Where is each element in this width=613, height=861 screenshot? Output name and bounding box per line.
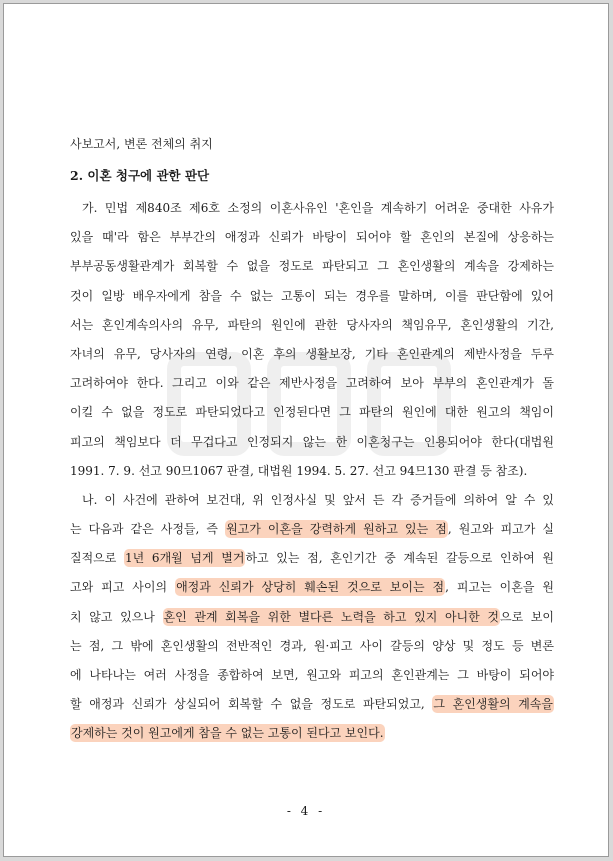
paragraph-line: 는 점, 그 밖에 혼인생활의 전반적인 경과, 원·피고 사이 갈등의 양상 및 정도 등 변론 (70, 638, 554, 653)
text-run: 하고 있는 점, 혼인기간 중 계속된 갈등으로 인하여 원 (245, 551, 554, 566)
text-run: 치 않고 있으나 (70, 609, 163, 624)
paragraph-ga (70, 194, 554, 486)
paragraph-line (70, 544, 554, 573)
text-run: 으로 보이 (499, 609, 554, 624)
highlighted-text: 1년 6개월 넘게 별거 (125, 551, 245, 566)
highlighted-text: 그 혼인생활의 계속을 (433, 697, 553, 712)
paragraph-line (70, 719, 554, 748)
paragraph-line: 있을 때'라 함은 부부간의 애정과 신뢰가 바탕이 되어야 할 혼인의 본질에 상응하는 (70, 230, 554, 245)
text-run: , 원고와 피고가 실 (447, 522, 554, 537)
section-heading: 2. 이혼 청구에 관한 판단 (70, 168, 210, 183)
highlighted-text: 강제하는 것이 원고에게 참을 수 없는 고통이 된다고 보인다. (71, 726, 384, 741)
paragraph-na (70, 486, 554, 749)
paragraph-line: 1991. 7. 9. 선고 90므1067 판결, 대법원 1994. 5. 27. 선고 94므130 판결 등 참조). (70, 463, 528, 478)
document-page (3, 3, 609, 857)
paragraph-line (70, 573, 554, 602)
highlighted-text: 원고가 이혼을 강력하게 원하고 있는 점 (226, 522, 447, 537)
paragraph-line: 고려하여야 한다. 그리고 이와 같은 제반사정을 고려하여 보아 부부의 혼인관계가 돌 (70, 376, 554, 391)
intro-line: 사보고서, 변론 전체의 취지 (70, 137, 213, 151)
text-run: 할 애정과 신뢰가 상실되어 회복할 수 없을 정도로 파탄되었고, (70, 697, 433, 712)
text-run: 고와 피고 사이의 (70, 580, 176, 595)
paragraph-line: 에 나타나는 여러 사정을 종합하여 보면, 원고와 피고의 혼인관계는 그 바탕이 되어야 (70, 668, 554, 682)
document-body (70, 131, 554, 749)
paragraph-line: 서는 혼인계속의사의 유무, 파탄의 원인에 관한 당사자의 책임유무, 혼인생활의 기간, (70, 317, 554, 332)
highlighted-text: 애정과 신뢰가 상당히 훼손된 것으로 보이는 점 (176, 580, 445, 595)
paragraph-line: 가. 민법 제840조 제6호 소정의 이혼사유인 '혼인을 계속하기 어려운 중대한 사유가 (82, 201, 554, 215)
paragraph-line: 부부공동생활관계가 회복할 수 없을 정도로 파탄되고 그 혼인생활의 계속을 강제하는 (70, 259, 554, 274)
paragraph-line (70, 515, 554, 544)
text-run: , 피고는 이혼을 원 (445, 580, 554, 595)
paragraph-line (70, 690, 554, 719)
paragraph-line: 것이 일방 배우자에게 참을 수 없는 고통이 되는 경우를 말하며, 이를 판단함에 있어 (70, 288, 554, 303)
paragraph-line: 이킬 수 없을 정도로 파탄되었다고 인정된다면 그 파탄의 원인에 대한 원고의 책임이 (70, 405, 554, 420)
paragraph-line: 피고의 책임보다 더 무겁다고 인정되지 않는 한 이혼청구는 인용되어야 한다(대법원 (70, 434, 554, 449)
text-run: 는 다음과 같은 사정들, 즉 (70, 522, 226, 537)
highlighted-text: 혼인 관계 회복을 위한 별다른 노력을 하고 있지 아니한 것 (163, 609, 499, 624)
page-number: - 4 - (286, 804, 326, 818)
paragraph-line: 자녀의 유무, 당사자의 연령, 이혼 후의 생활보장, 기타 혼인관계의 제반사정을 두루 (70, 346, 554, 361)
paragraph-line (70, 603, 554, 632)
paragraph-line: 나. 이 사건에 관하여 보건대, 위 인정사실 및 앞서 든 각 증거들에 의하여 알 수 있 (82, 492, 554, 507)
text-run: 질적으로 (70, 551, 125, 566)
